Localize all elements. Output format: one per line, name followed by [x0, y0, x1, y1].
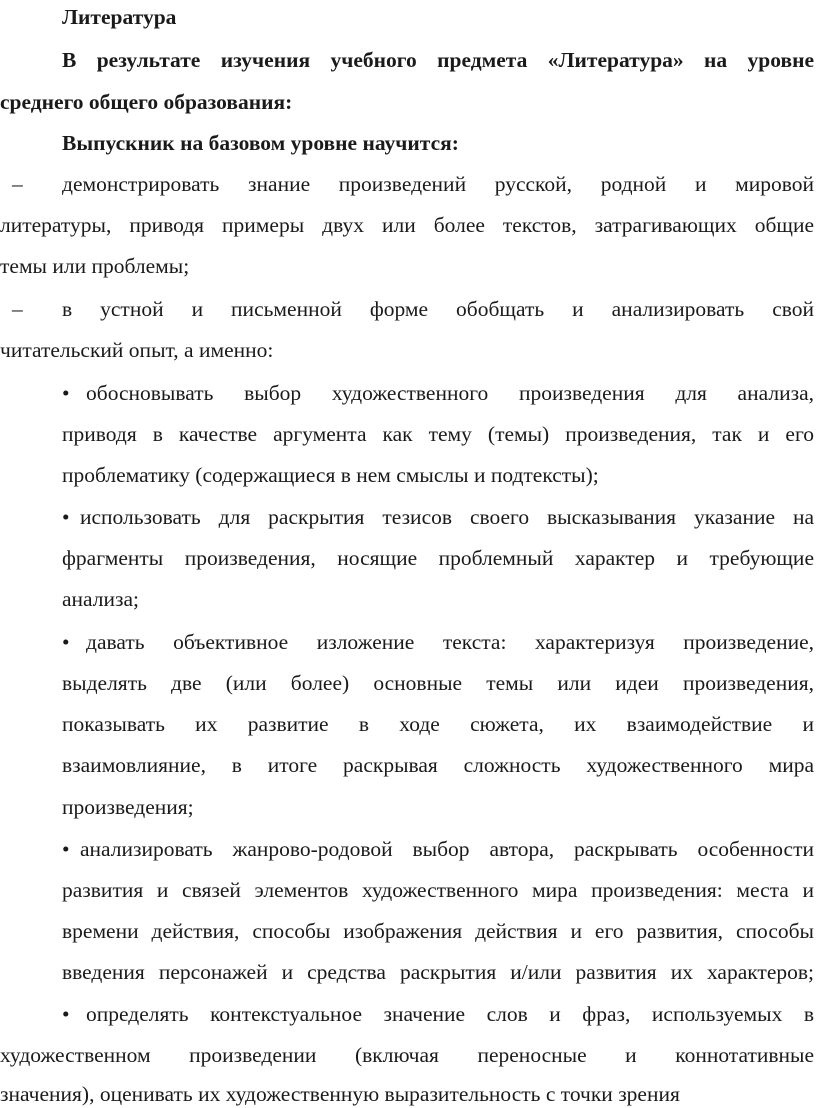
bullet-item-2-line-3: анализа; — [62, 587, 140, 611]
dash-item-2-line-2: читательский опыт, а именно: — [0, 338, 274, 362]
bullet-item-4-line-3: времени действия, способы изображения действия и его развития, способы — [62, 919, 814, 943]
bullet-item-4-line-2: развития и связей элементов художественного мира произведения: места и — [62, 878, 814, 902]
bullet-item-3-line-2: выделять две (или более) основные темы или идеи произведения, — [62, 671, 814, 695]
dash-marker-2: – — [12, 297, 23, 321]
bullet-item-3-line-1: давать объективное изложение текста: характеризуя произведение, — [86, 630, 814, 654]
bullet-item-4-line-1: анализировать жанрово-родовой выбор автора, раскрывать особенности — [80, 837, 814, 861]
bullet-item-3-line-3: показывать их развитие в ходе сюжета, их взаимодействие и — [62, 712, 814, 736]
bullet-item-3-line-5: произведения; — [62, 795, 194, 819]
bullet-item-2-line-1: использовать для раскрытия тезисов своего высказывания указание на — [80, 505, 814, 529]
bullet-item-4-line-4: введения персонажей и средства раскрытия и/или развития их характеров; — [62, 960, 814, 984]
bullet-marker-5: • — [62, 1002, 70, 1026]
subheading: Выпускник на базовом уровне научится: — [62, 131, 459, 155]
bullet-item-5-line-1: определять контекстуальное значение слов и фраз, используемых в — [86, 1002, 814, 1026]
dash-item-1-line-1: демонстрировать знание произведений русской, родной и мировой — [62, 172, 814, 196]
bullet-item-5-line-3: значения), оценивать их художественную выразительность с точки зрения — [0, 1082, 680, 1106]
bullet-marker-1: • — [62, 381, 70, 405]
heading: Литература — [62, 5, 177, 29]
bullet-item-1-line-1: обосновывать выбор художественного произведения для анализа, — [86, 381, 814, 405]
dash-item-2-line-1: в устной и письменной форме обобщать и анализировать свой — [62, 297, 814, 321]
intro-line-1: В результате изучения учебного предмета «Литература» на уровне — [62, 48, 814, 72]
intro-line-2: среднего общего образования: — [0, 90, 293, 114]
dash-item-1-line-2: литературы, приводя примеры двух или более текстов, затрагивающих общие — [0, 213, 814, 237]
bullet-item-1-line-2: приводя в качестве аргумента как тему (темы) произведения, так и его — [62, 422, 814, 446]
bullet-marker-2: • — [62, 505, 70, 529]
bullet-item-2-line-2: фрагменты произведения, носящие проблемный характер и требующие — [62, 546, 814, 570]
bullet-item-1-line-3: проблематику (содержащиеся в нем смыслы и подтексты); — [62, 463, 599, 487]
bullet-marker-4: • — [62, 837, 70, 861]
dash-item-1-line-3: темы или проблемы; — [0, 254, 190, 278]
bullet-item-5-line-2: художественном произведении (включая переносные и коннотативные — [0, 1043, 814, 1067]
bullet-item-3-line-4: взаимовлияние, в итоге раскрывая сложность художественного мира — [62, 753, 814, 777]
bullet-marker-3: • — [62, 630, 70, 654]
dash-marker-1: – — [12, 172, 23, 196]
